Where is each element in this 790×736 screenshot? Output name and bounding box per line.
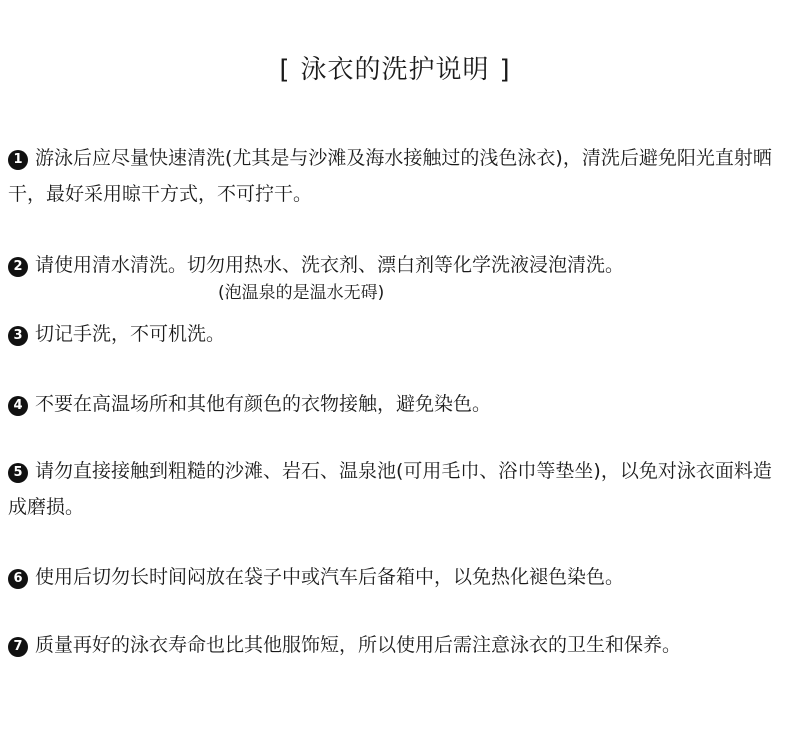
care-item-text: 质量再好的泳衣寿命也比其他服饰短，所以使用后需注意泳衣的卫生和保养。 [35, 634, 682, 656]
care-item-7 [8, 627, 783, 663]
care-item-text: 使用后切勿长时间闷放在袋子中或汽车后备箱中，以免热化褪色染色。 [35, 566, 625, 588]
care-item-text: 请勿直接接触到粗糙的沙滩、岩石、温泉池(可用毛巾、浴巾等垫坐)，以免对泳衣面料造成磨损。 [8, 460, 772, 518]
number-badge-icon: 5 [8, 463, 28, 483]
number-badge-icon: 3 [8, 326, 28, 346]
title-left-bracket: [ [279, 55, 291, 85]
care-item-2 [8, 247, 783, 305]
page-title [0, 50, 790, 90]
title-right-bracket: ] [499, 55, 511, 85]
number-badge-icon: 6 [8, 569, 28, 589]
care-item-note: (泡温泉的是温水无碍) [218, 283, 385, 303]
number-badge-icon: 7 [8, 637, 28, 657]
number-badge-icon: 4 [8, 396, 28, 416]
title-text: 泳衣的洗护说明 [300, 55, 490, 85]
care-item-text: 游泳后应尽量快速清洗(尤其是与沙滩及海水接触过的浅色泳衣)，清洗后避免阳光直射晒干，最好采用晾干方式，不可拧干。 [8, 147, 772, 205]
number-badge-icon: 2 [8, 257, 28, 277]
care-item-text: 切记手洗，不可机洗。 [35, 323, 226, 345]
care-item-6 [8, 559, 783, 595]
care-item-5 [8, 453, 783, 525]
care-item-text: 请使用清水清洗。切勿用热水、洗衣剂、漂白剂等化学洗液浸泡清洗。 [35, 254, 625, 276]
care-item-4 [8, 386, 783, 422]
number-badge-icon: 1 [8, 150, 28, 170]
care-item-3 [8, 316, 783, 352]
care-item-text: 不要在高温场所和其他有颜色的衣物接触，避免染色。 [35, 393, 492, 415]
care-item-1 [8, 140, 783, 212]
